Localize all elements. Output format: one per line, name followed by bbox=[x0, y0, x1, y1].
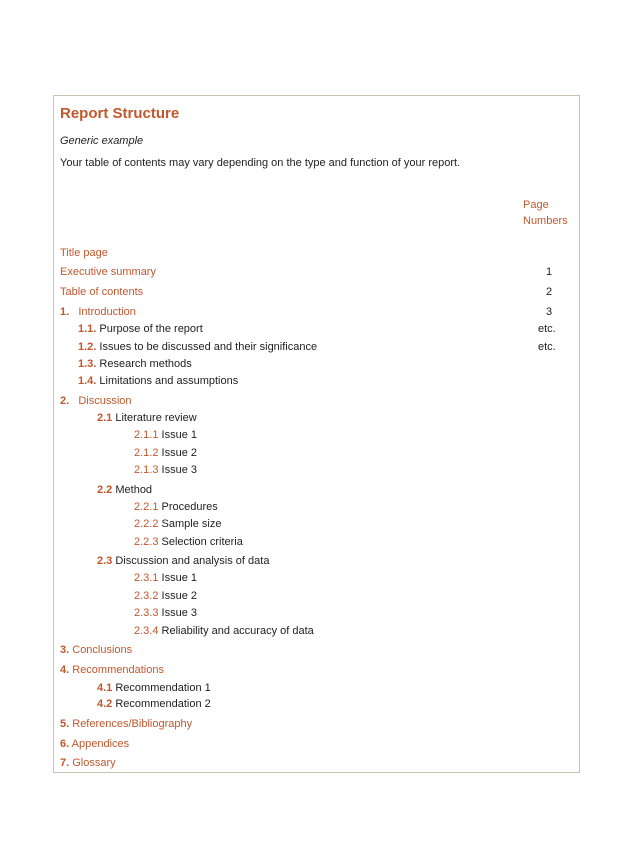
section-4-2-label: Recommendation 2 bbox=[115, 698, 211, 710]
section-2-label: Discussion bbox=[78, 395, 132, 407]
toc-section-4-2 bbox=[97, 697, 211, 711]
section-1-1-number: 1.1. bbox=[78, 323, 97, 335]
section-2-2-2-number: 2.2.2 bbox=[134, 518, 159, 530]
section-2-2-1-label: Procedures bbox=[161, 501, 218, 513]
section-1-1-label: Purpose of the report bbox=[99, 323, 203, 335]
section-2-1-2-number: 2.1.2 bbox=[134, 447, 159, 459]
section-5-number: 5. bbox=[60, 718, 70, 730]
section-7-number: 7. bbox=[60, 757, 70, 769]
toc-section-4-1 bbox=[97, 681, 211, 695]
section-1-number: 1. bbox=[60, 306, 70, 318]
toc-section-2-1-2 bbox=[134, 446, 197, 460]
report-title: Report Structure bbox=[60, 105, 180, 122]
toc-section-2-3-1 bbox=[134, 571, 197, 585]
section-2-3-3-label: Issue 3 bbox=[161, 607, 197, 619]
section-2-1-2-label: Issue 2 bbox=[161, 447, 197, 459]
section-4-number: 4. bbox=[60, 664, 70, 676]
section-3-number: 3. bbox=[60, 644, 70, 656]
section-2-1-3-label: Issue 3 bbox=[161, 464, 197, 476]
section-4-label: Recommendations bbox=[72, 664, 164, 676]
toc-section-7 bbox=[60, 756, 116, 770]
page-executive-summary: 1 bbox=[546, 266, 553, 278]
toc-section-2-1-1 bbox=[134, 428, 197, 442]
toc-section-2-3-3 bbox=[134, 606, 197, 620]
section-2-1-1-label: Issue 1 bbox=[161, 429, 197, 441]
section-2-2-label: Method bbox=[115, 484, 153, 496]
section-1-label: Introduction bbox=[78, 306, 136, 318]
toc-section-5 bbox=[60, 717, 192, 731]
section-7-label: Glossary bbox=[72, 757, 116, 769]
section-4-1-label: Recommendation 1 bbox=[115, 682, 211, 694]
page-header-line-1: Page bbox=[523, 199, 549, 211]
page-section-1: 3 bbox=[546, 306, 553, 318]
toc-table-of-contents: Table of contents bbox=[60, 286, 144, 298]
section-2-2-3-label: Selection criteria bbox=[161, 536, 243, 548]
section-1-2-number: 1.2. bbox=[78, 341, 97, 353]
section-6-label: Appendices bbox=[71, 738, 130, 750]
section-2-1-number: 2.1 bbox=[97, 412, 113, 424]
page-numbers-header bbox=[523, 197, 568, 229]
section-3-label: Conclusions bbox=[72, 644, 133, 656]
section-2-3-number: 2.3 bbox=[97, 555, 113, 567]
toc-section-6 bbox=[60, 737, 129, 751]
section-2-1-3-number: 2.1.3 bbox=[134, 464, 159, 476]
section-2-2-number: 2.2 bbox=[97, 484, 113, 496]
toc-section-1 bbox=[60, 305, 136, 319]
section-1-3-number: 1.3. bbox=[78, 358, 97, 370]
toc-section-2-3 bbox=[97, 554, 269, 568]
section-2-3-4-number: 2.3.4 bbox=[134, 625, 159, 637]
section-2-number: 2. bbox=[60, 395, 70, 407]
report-subtitle: Generic example bbox=[60, 135, 144, 147]
report-intro: Your table of contents may vary depending on the type and function of your report. bbox=[60, 157, 461, 169]
toc-section-1-1 bbox=[78, 322, 203, 336]
toc-section-2-2-2 bbox=[134, 517, 221, 531]
toc-executive-summary: Executive summary bbox=[60, 266, 156, 278]
toc-section-2 bbox=[60, 394, 132, 408]
section-4-1-number: 4.1 bbox=[97, 682, 113, 694]
toc-section-1-4 bbox=[78, 374, 238, 388]
toc-section-2-1-3 bbox=[134, 463, 197, 477]
section-5-label: References/Bibliography bbox=[72, 718, 193, 730]
section-2-3-2-label: Issue 2 bbox=[161, 590, 197, 602]
toc-section-2-3-2 bbox=[134, 589, 197, 603]
toc-section-1-2 bbox=[78, 340, 317, 354]
section-2-1-label: Literature review bbox=[115, 412, 197, 424]
page-section-1-1: etc. bbox=[538, 323, 556, 335]
section-2-3-4-label: Reliability and accuracy of data bbox=[161, 625, 314, 637]
section-2-3-3-number: 2.3.3 bbox=[134, 607, 159, 619]
section-2-3-1-label: Issue 1 bbox=[161, 572, 197, 584]
section-4-2-number: 4.2 bbox=[97, 698, 113, 710]
section-1-3-label: Research methods bbox=[99, 358, 192, 370]
section-2-2-2-label: Sample size bbox=[161, 518, 222, 530]
toc-title-page: Title page bbox=[60, 247, 108, 259]
toc-section-2-2-1 bbox=[134, 500, 218, 514]
section-1-4-number: 1.4. bbox=[78, 375, 97, 387]
toc-section-1-3 bbox=[78, 357, 192, 371]
toc-section-2-2-3 bbox=[134, 535, 243, 549]
section-2-3-1-number: 2.3.1 bbox=[134, 572, 159, 584]
section-2-3-label: Discussion and analysis of data bbox=[115, 555, 270, 567]
toc-section-3 bbox=[60, 643, 132, 657]
section-2-2-3-number: 2.2.3 bbox=[134, 536, 159, 548]
toc-section-2-1 bbox=[97, 411, 197, 425]
toc-section-2-3-4 bbox=[134, 624, 314, 638]
page-header-line-2: Numbers bbox=[523, 215, 568, 227]
section-1-2-label: Issues to be discussed and their significance bbox=[99, 341, 318, 353]
section-2-3-2-number: 2.3.2 bbox=[134, 590, 159, 602]
page-table-of-contents: 2 bbox=[546, 286, 553, 298]
section-2-1-1-number: 2.1.1 bbox=[134, 429, 159, 441]
section-1-4-label: Limitations and assumptions bbox=[99, 375, 239, 387]
page-section-1-2: etc. bbox=[538, 341, 556, 353]
toc-section-2-2 bbox=[97, 483, 152, 497]
toc-section-4 bbox=[60, 663, 164, 677]
section-6-number: 6. bbox=[60, 738, 70, 750]
section-2-2-1-number: 2.2.1 bbox=[134, 501, 159, 513]
